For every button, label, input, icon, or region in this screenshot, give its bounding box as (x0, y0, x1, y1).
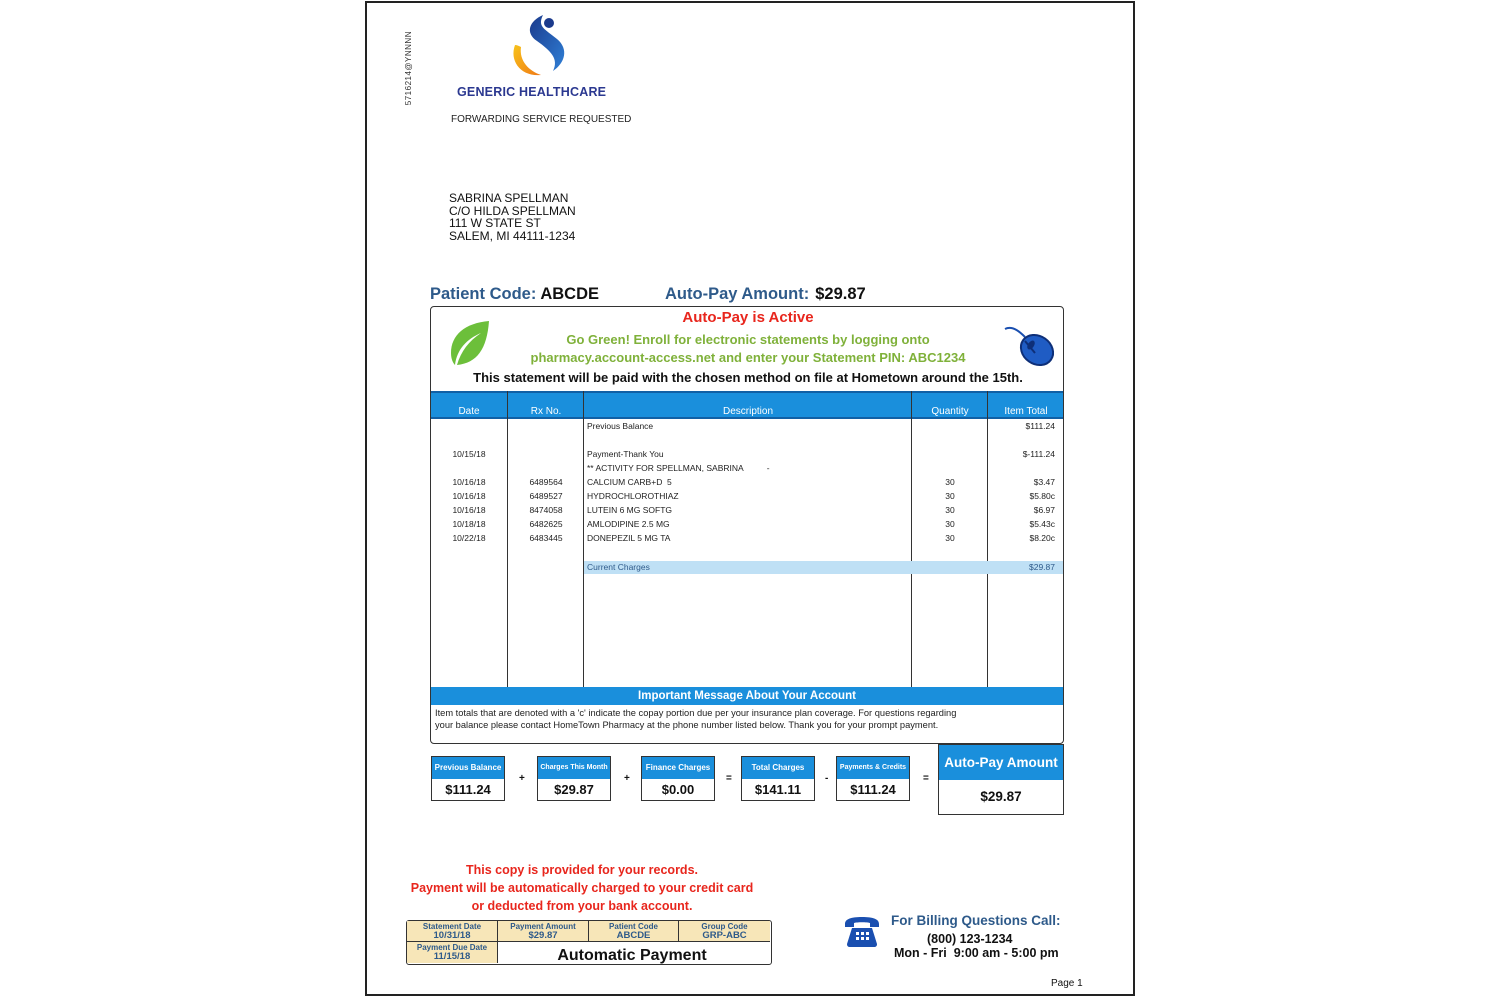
stub-patient-code-value: ABCDE (616, 930, 651, 941)
patient-code-line (430, 285, 599, 304)
table-cell-description: Current Charges (587, 562, 650, 572)
records-notice-line: or deducted from your bank account. (471, 899, 693, 913)
group-code-cell (679, 921, 770, 942)
address-line: SABRINA SPELLMAN (449, 191, 569, 205)
autopay-amount-box-value: $29.87 (980, 789, 1022, 804)
message-line: Item totals that are denoted with a 'c' indicate the copay portion due per your insurance plan coverage. For questions regarding (435, 708, 957, 718)
table-cell-description: HYDROCHLOROTHIAZ (587, 491, 679, 501)
table-cell-quantity: 30 (945, 477, 955, 487)
table-cell-date: 10/16/18 (452, 505, 486, 515)
group-code-value: GRP-ABC (702, 930, 747, 941)
billing-hours: Mon - Fri 9:00 am - 5:00 pm (894, 946, 1059, 960)
statement-box (430, 306, 1064, 744)
brand-name: GENERIC HEALTHCARE (457, 85, 607, 99)
transactions-table (431, 391, 1063, 687)
autopay-amount-line (665, 285, 866, 304)
due-date-value: 11/15/18 (433, 951, 471, 962)
charges-this-month-value: $29.87 (554, 782, 594, 797)
previous-balance-label: Previous Balance (432, 757, 504, 779)
table-cell-total: $3.47 (1033, 477, 1055, 487)
table-cell-date: 10/22/18 (452, 533, 486, 543)
statement-page (365, 1, 1135, 996)
column-header-rx: Rx No. (530, 406, 562, 417)
mailing-address (449, 192, 576, 242)
table-cell-rx: 6489527 (529, 491, 563, 501)
address-line: 111 W STATE ST (449, 216, 541, 230)
autopay-amount-box (938, 744, 1064, 815)
table-cell-quantity: 30 (945, 491, 955, 501)
table-cell-rx: 6482625 (529, 519, 563, 529)
table-cell-quantity: 30 (945, 505, 955, 515)
statement-date-cell (407, 921, 498, 942)
due-date-label: Payment Due Date (416, 943, 488, 952)
table-cell-description: ** ACTIVITY FOR SPELLMAN, SABRINA - (587, 463, 770, 473)
table-cell-rx: 8474058 (529, 505, 563, 515)
previous-balance-box (431, 756, 505, 801)
payment-amount-label: Payment Amount (510, 922, 576, 931)
charges-this-month-label: Charges This Month (538, 757, 610, 779)
go-green-line-1: Go Green! Enroll for electronic statements by logging onto (566, 332, 930, 347)
autopay-amount-box-label: Auto-Pay Amount (939, 745, 1063, 780)
table-header (431, 391, 1063, 419)
finance-charges-box (641, 756, 715, 801)
total-charges-label: Total Charges (742, 757, 814, 779)
telephone-icon (843, 916, 881, 948)
table-cell-date: 10/16/18 (452, 491, 486, 501)
table-cell-description: CALCIUM CARB+D 5 (587, 477, 672, 487)
column-header-quantity: Quantity (931, 406, 969, 417)
table-cell-total: $5.43c (1029, 519, 1055, 529)
statement-date-label: Statement Date (422, 922, 482, 931)
table-cell-date: 10/16/18 (452, 477, 486, 487)
due-date-cell (407, 942, 498, 963)
finance-charges-value: $0.00 (661, 782, 695, 797)
payment-stub (406, 920, 772, 965)
table-cell-date: 10/18/18 (452, 519, 486, 529)
table-cell-description: Previous Balance (587, 421, 654, 431)
payments-credits-box (836, 756, 910, 801)
table-cell-total: $111.24 (1025, 421, 1055, 431)
payments-credits-value: $111.24 (850, 782, 896, 797)
patient-code-label: Patient Code: (430, 285, 537, 303)
computer-mouse-icon (999, 323, 1057, 369)
forwarding-notice: FORWARDING SERVICE REQUESTED (451, 114, 632, 125)
equals-operator: = (726, 773, 732, 784)
table-cell-description: AMLODIPINE 2.5 MG (587, 519, 670, 529)
table-cell-description: Payment-Thank You (587, 449, 664, 459)
autopay-amount-value: $29.87 (815, 285, 866, 303)
group-code-label: Group Code (701, 922, 748, 931)
important-message-title: Important Message About Your Account (431, 687, 1063, 705)
stub-patient-code-label: Patient Code (609, 922, 658, 931)
payment-amount-cell (498, 921, 589, 942)
autopay-amount-label: Auto-Pay Amount: (665, 285, 810, 303)
finance-charges-label: Finance Charges (642, 757, 714, 779)
autopay-active-banner: Auto-Pay is Active (682, 309, 814, 326)
page-number: Page 1 (1051, 978, 1083, 989)
column-header-item-total: Item Total (1004, 406, 1048, 417)
table-cell-quantity: 30 (945, 519, 955, 529)
charges-this-month-box (537, 756, 611, 801)
previous-balance-value: $111.24 (445, 782, 491, 797)
payments-credits-label: Payments & Credits (837, 757, 909, 779)
address-line: SALEM, MI 44111-1234 (449, 228, 576, 243)
total-charges-box (741, 756, 815, 801)
table-cell-total: $29.87 (1029, 562, 1055, 572)
statement-date-value: 10/31/18 (433, 930, 471, 941)
go-green-line-2: pharmacy.account-access.net and enter your Statement PIN: ABC1234 (530, 350, 966, 365)
total-charges-value: $141.11 (754, 782, 802, 797)
minus-operator: - (825, 773, 829, 784)
table-cell-description: LUTEIN 6 MG SOFTG (587, 505, 673, 515)
table-cell-quantity: 30 (945, 533, 955, 543)
mail-code: 5716214@YNNNN (404, 31, 413, 106)
records-notice-line: Payment will be automatically charged to your credit card (410, 881, 754, 895)
table-cell-total: $-111.24 (1022, 449, 1055, 459)
column-header-date: Date (458, 406, 480, 417)
table-cell-rx: 6483445 (529, 533, 563, 543)
equals-operator: = (923, 773, 929, 784)
plus-operator: + (624, 773, 630, 784)
important-message-text (435, 707, 1055, 731)
automatic-payment-label: Automatic Payment (557, 947, 707, 964)
table-cell-description: DONEPEZIL 5 MG TA (587, 533, 671, 543)
table-cell-total: $6.97 (1033, 505, 1055, 515)
table-cell-total: $5.80c (1029, 491, 1055, 501)
payment-amount-value: $29.87 (528, 930, 558, 941)
table-cell-rx: 6489564 (529, 477, 563, 487)
table-cell-date: 10/15/18 (452, 449, 486, 459)
healthcare-logo-icon (507, 11, 571, 81)
message-line: your balance please contact HomeTown Pharmacy at the phone number listed below. Thank you for your prompt payment. (435, 720, 939, 730)
column-header-description: Description (722, 406, 774, 417)
patient-code-value: ABCDE (540, 285, 600, 303)
billing-questions-title: For Billing Questions Call: (891, 913, 1061, 928)
billing-phone-number: (800) 123-1234 (927, 932, 1013, 946)
records-notice-line: This copy is provided for your records. (466, 863, 698, 877)
plus-operator: + (519, 773, 525, 784)
table-cell-total: $8.20c (1029, 533, 1055, 543)
address-line: C/O HILDA SPELLMAN (449, 203, 576, 218)
stub-patient-code-cell (589, 921, 679, 942)
payment-method-note: This statement will be paid with the chosen method on file at Hometown around the 15th. (473, 370, 1023, 385)
